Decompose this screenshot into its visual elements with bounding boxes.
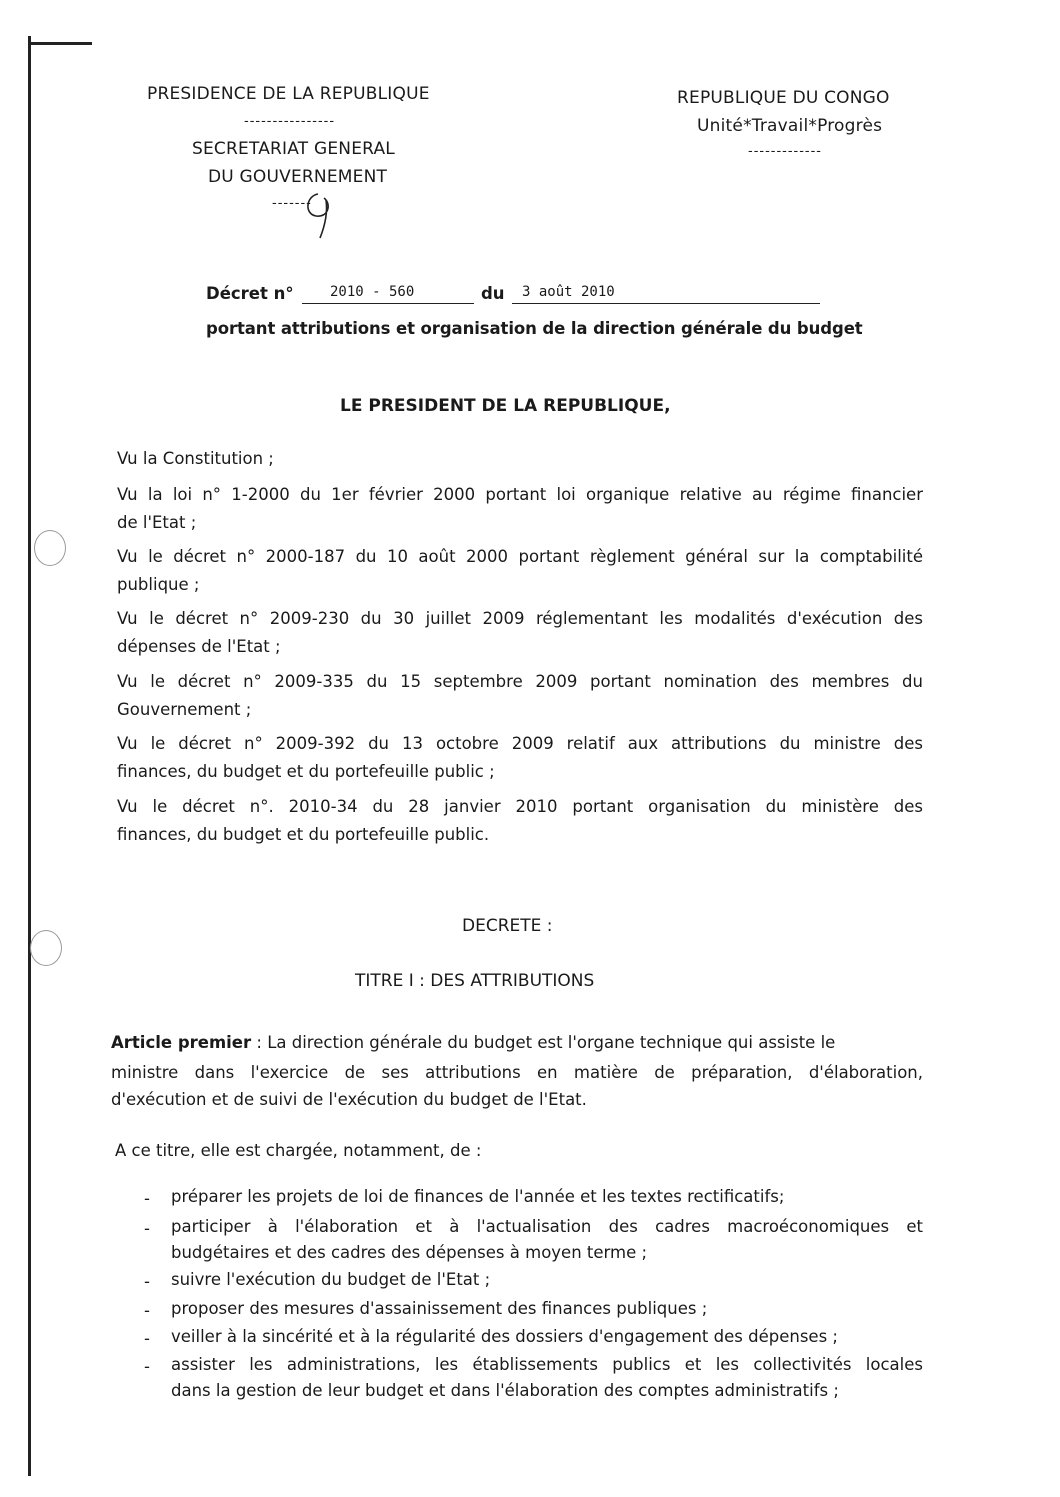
visa-line: Vu le décret n° 2009-392 du 13 octobre 2009 relatif aux attributions du ministre des — [117, 734, 923, 753]
punch-hole-bottom — [30, 930, 62, 966]
decree-number: 2010 - 560 — [330, 284, 415, 300]
article-label: Article premier — [111, 1033, 252, 1052]
bullet-marker: - — [144, 1329, 150, 1348]
handwritten-mark — [298, 180, 348, 244]
visa-line: Vu la Constitution ; — [117, 449, 274, 468]
header-presidence: PRESIDENCE DE LA REPUBLIQUE — [147, 84, 430, 104]
binding-mark — [28, 42, 92, 45]
bullet-item: proposer des mesures d'assainissement des finances publiques ; — [171, 1299, 708, 1318]
bullet-marker: - — [144, 1272, 150, 1291]
bullet-item: suivre l'exécution du budget de l'Etat ; — [171, 1270, 491, 1289]
visa-line: Vu le décret n° 2009-230 du 30 juillet 2009 réglementant les modalités d'exécution des — [117, 609, 923, 628]
article-line: ministre dans l'exercice de ses attributions en matière de préparation, d'élaboration, — [111, 1063, 923, 1082]
header-left-separator-2: ------- — [272, 196, 312, 211]
visa-line: finances, du budget et du portefeuille public ; — [117, 762, 495, 781]
bullet-marker: - — [144, 1189, 150, 1208]
punch-hole-top — [34, 530, 66, 566]
visa-line: Vu la loi n° 1-2000 du 1er février 2000 portant loi organique relative au régime financier — [117, 485, 923, 504]
titre-heading: TITRE I : DES ATTRIBUTIONS — [355, 971, 595, 991]
bullet-marker: - — [144, 1357, 150, 1376]
decree-subtitle: portant attributions et organisation de la direction générale du budget — [206, 319, 863, 338]
decree-date: 3 août 2010 — [522, 284, 615, 300]
bullet-item: préparer les projets de loi de finances de l'année et les textes rectificatifs; — [171, 1187, 785, 1206]
visa-line: Vu le décret n° 2000-187 du 10 août 2000 portant règlement général sur la comptabilité — [117, 547, 923, 566]
visa-line: publique ; — [117, 575, 200, 594]
bullet-marker: - — [144, 1219, 150, 1238]
header-gouvernement: DU GOUVERNEMENT — [208, 167, 388, 187]
president-heading: LE PRESIDENT DE LA REPUBLIQUE, — [340, 396, 671, 416]
bullet-item: veiller à la sincérité et à la régularité des dossiers d'engagement des dépenses ; — [171, 1327, 838, 1346]
header-republique: REPUBLIQUE DU CONGO — [677, 88, 890, 108]
intro-line: A ce titre, elle est chargée, notamment, de : — [115, 1141, 482, 1160]
article-line: : La direction générale du budget est l'organe technique qui assiste le — [256, 1033, 836, 1052]
visa-line: finances, du budget et du portefeuille public. — [117, 825, 490, 844]
bullet-item-continued: dans la gestion de leur budget et dans l'élaboration des comptes administratifs ; — [171, 1381, 839, 1400]
decree-du-label: du — [481, 284, 505, 303]
visa-line: Gouvernement ; — [117, 700, 252, 719]
binding-edge — [28, 36, 31, 1476]
article-first-line — [111, 1035, 923, 1052]
decree-number-label: Décret n° — [206, 284, 294, 303]
decrete-heading: DECRETE : — [462, 916, 553, 936]
decree-date-underline — [512, 303, 820, 304]
visa-line: dépenses de l'Etat ; — [117, 637, 281, 656]
header-motto: Unité*Travail*Progrès — [697, 116, 883, 136]
decree-number-underline — [302, 303, 474, 304]
header-right-separator: ------------- — [748, 144, 822, 159]
visa-line: Vu le décret n° 2009-335 du 15 septembre 2009 portant nomination des membres du — [117, 672, 923, 691]
article-line: d'exécution et de suivi de l'exécution du budget de l'Etat. — [111, 1090, 587, 1109]
bullet-item-continued: budgétaires et des cadres des dépenses à moyen terme ; — [171, 1243, 648, 1262]
bullet-item: assister les administrations, les établissements publics et les collectivités locales — [171, 1355, 923, 1374]
bullet-marker: - — [144, 1301, 150, 1320]
visa-line: Vu le décret n°. 2010-34 du 28 janvier 2010 portant organisation du ministère des — [117, 797, 923, 816]
header-secretariat: SECRETARIAT GENERAL — [192, 139, 395, 159]
bullet-item: participer à l'élaboration et à l'actualisation des cadres macroéconomiques et — [171, 1217, 923, 1236]
visa-line: de l'Etat ; — [117, 513, 197, 532]
header-left-separator: ---------------- — [244, 114, 336, 129]
